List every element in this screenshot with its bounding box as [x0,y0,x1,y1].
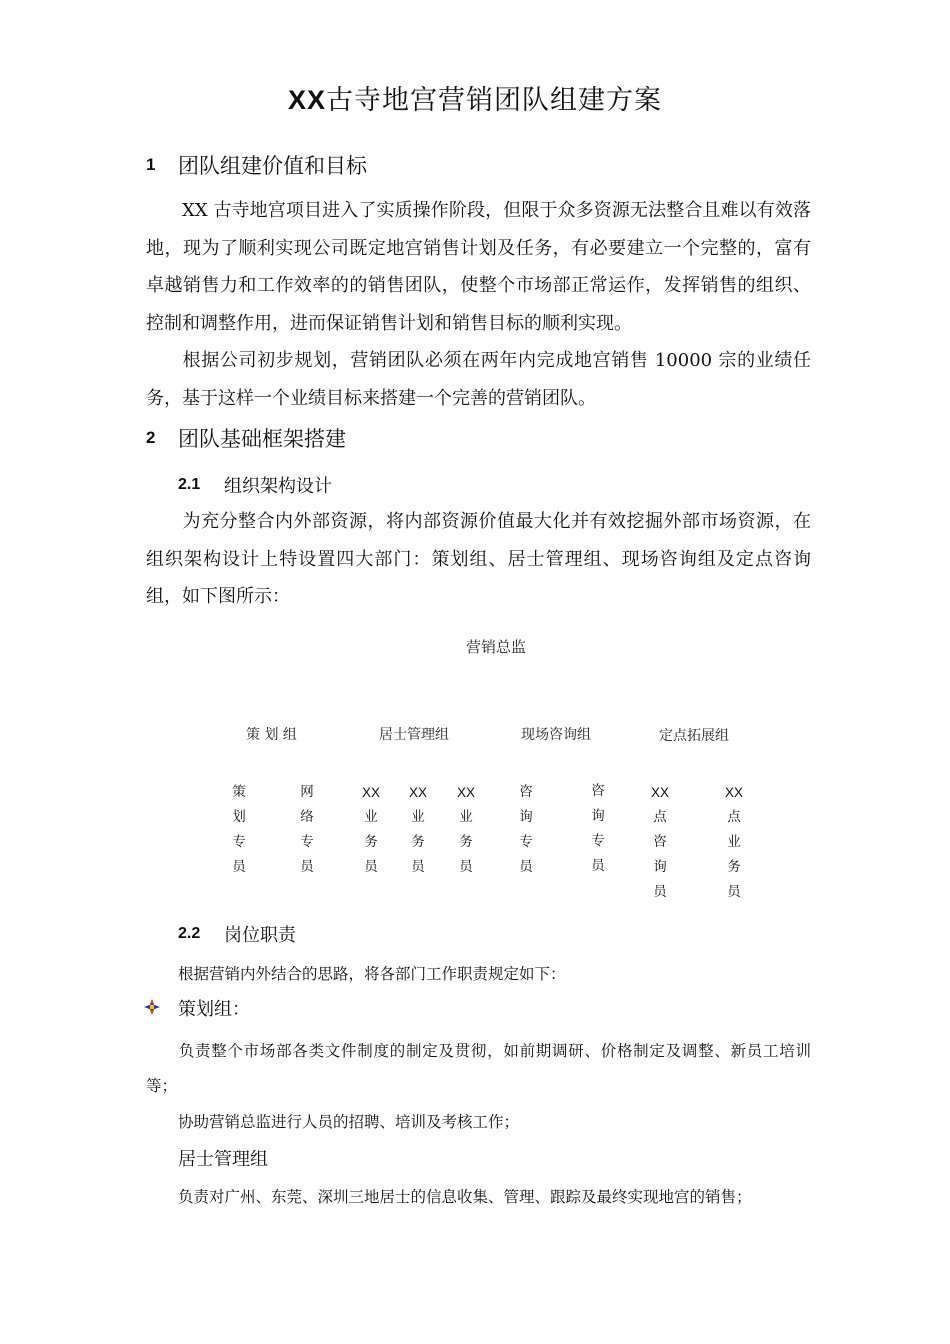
document-title [0,78,950,117]
org-dept-planning: 策 划 组 [246,727,297,743]
paragraph-6: 协助营销总监进行人员的招聘、培训及考核工作； [178,1113,520,1131]
paragraph-1-text: XX 古寺地宫项目进入了实质操作阶段，但限于众多资源无法整合且难以有效落地，现为了顺利实现公司既定地宫销售计划及任务，有必要建立一个完整的，富有卓越销售力和工作效率的的销售团队，使整个市场部正常运作，发挥销售的组织、控制和调整作用，进而保证销售计划和销售目标的顺利实现。 [146,200,811,334]
org-staff-salesperson-1: XX 业 务 员 [361,785,380,875]
section-1-number: 1 [146,155,156,174]
bullet-planning-group: 策划组： [178,999,250,1020]
paragraph-5-text: 负责整个市场部各类文件制度的制定及贯彻，如前期调研、价格制定及调整、新员工培训等； [146,1042,811,1095]
paragraph-5 [146,1034,811,1104]
subheading-member-management: 居士管理组 [178,1149,268,1170]
paragraph-4: 根据营销内外结合的思路，将各部门工作职责规定如下： [178,965,566,983]
section-1-title: 团队组建价值和目标 [178,154,367,178]
paragraph-1 [146,192,811,342]
title-prefix: XX [287,85,327,115]
org-dept-member-mgmt: 居士管理组 [379,727,449,743]
org-staff-outpost-consultant: XX 点 咨 询 员 [650,785,669,900]
paragraph-3 [146,503,811,616]
section-2-2-title: 岗位职责 [224,925,296,946]
org-staff-salesperson-3: XX 业 务 员 [456,785,475,875]
bullet-diamond-icon [144,999,160,1019]
section-2-title: 团队基础框架搭建 [178,427,346,451]
org-dept-onsite-consult: 现场咨询组 [521,727,591,743]
org-staff-consultant-2: 咨 询 专 员 [591,783,605,874]
section-2-1-title: 组织架构设计 [224,476,332,497]
paragraph-2 [146,342,811,417]
paragraph-7: 负责对广州、东莞、深圳三地居士的信息收集、管理、跟踪及最终实现地宫的销售； [178,1188,752,1206]
org-staff-outpost-salesperson: XX 点 业 务 员 [724,785,743,900]
title-text: 古寺地宫营销团队组建方案 [326,85,663,116]
org-dept-outpost-expansion: 定点拓展组 [659,728,729,744]
org-staff-network-specialist: 网 络 专 员 [300,784,314,875]
paragraph-2-text: 根据公司初步规划，营销团队必须在两年内完成地宫销售 10000 宗的业绩任务，基于这样一个业绩目标来搭建一个完善的营销团队。 [146,350,811,409]
org-staff-planning-specialist: 策 划 专 员 [232,784,246,875]
section-2-number: 2 [146,428,156,447]
org-staff-consultant-1: 咨 询 专 员 [519,784,533,875]
org-staff-salesperson-2: XX 业 务 员 [408,785,427,875]
paragraph-3-text: 为充分整合内外部资源，将内部资源价值最大化并有效挖掘外部市场资源，在组织架构设计上特设置四大部门：策划组、居士管理组、现场咨询组及定点咨询组，如下图所示： [146,511,811,607]
section-2-1-number: 2.1 [178,476,201,493]
org-top-director: 营销总监 [466,638,527,656]
section-2-2-number: 2.2 [178,925,201,942]
